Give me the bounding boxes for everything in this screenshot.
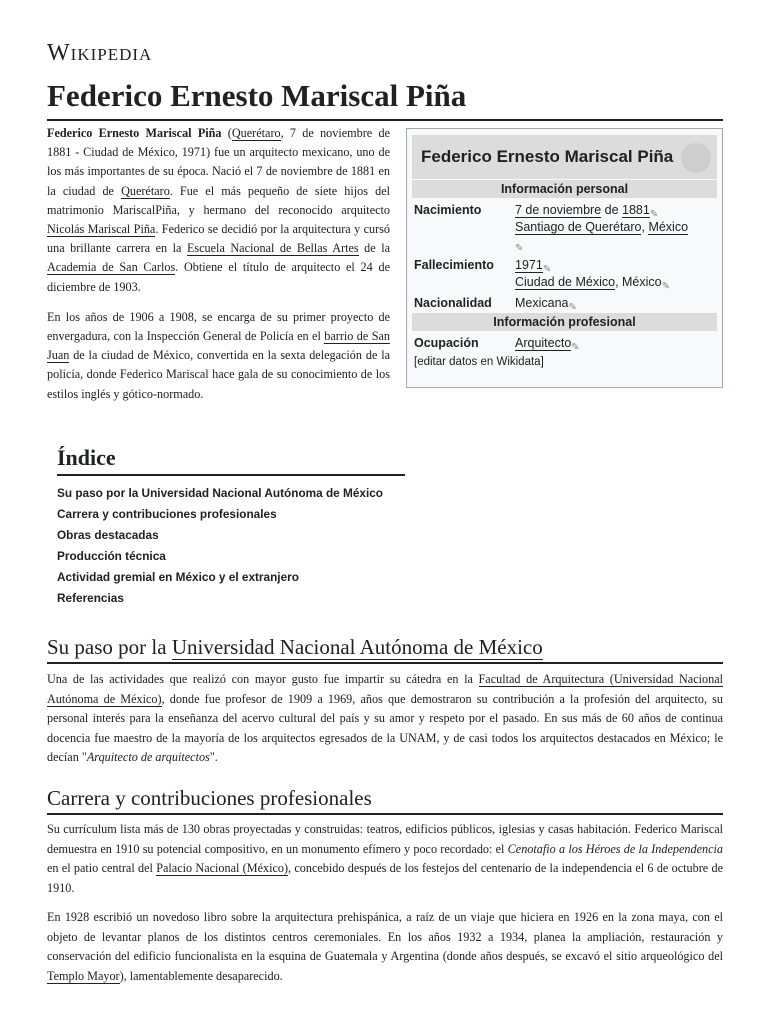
toc-item[interactable]: Obras destacadas (57, 528, 159, 542)
toc-item[interactable]: Carrera y contribuciones profesionales (57, 507, 277, 521)
value-nacionalidad (515, 295, 717, 312)
label-ocupacion: Ocupación (414, 336, 479, 350)
link-palacio-nacional[interactable]: Palacio Nacional (México) (156, 861, 289, 875)
label-nacionalidad: Nacionalidad (414, 296, 492, 310)
link-barrio-san-juan[interactable]: barrio de San Juan (47, 329, 390, 363)
pencil-icon[interactable]: ✎ (661, 280, 670, 292)
intro-paragraph-1 (47, 124, 390, 297)
nationality-text: Mexicana (515, 296, 569, 310)
paragraph (47, 670, 723, 768)
link-nicolas-mariscal[interactable]: Nicolás Mariscal Piña (47, 222, 156, 237)
toc-title: Índice (57, 444, 405, 476)
text: , 7 de noviembre de 1881 - Ciudad de México, 1971) fue un arquitecto mexicano, uno de los más importantes de su época. Nació el 7 de noviembre de 1881 en la ciudad de (47, 126, 390, 198)
infobox-row-nacionalidad (414, 295, 717, 312)
link-queretaro-2[interactable]: Querétaro (121, 183, 170, 198)
link-queretaro[interactable]: Querétaro (231, 126, 281, 140)
text: ". (209, 750, 218, 764)
infobox-section-profesional: Información profesional (412, 313, 717, 331)
text: , (641, 220, 649, 234)
pencil-icon[interactable]: ✎ (515, 242, 524, 254)
link-arquitecto[interactable]: Arquitecto (515, 336, 572, 350)
quote: Arquitecto de arquitectos (86, 750, 210, 764)
toc-list (57, 483, 405, 609)
text: ( (221, 126, 232, 140)
text: . Fue el más pequeño de siete hijos del matrimonio MariscalPiña, y hermano del reconocido arquitecto (47, 183, 390, 217)
toc-item[interactable]: Producción técnica (57, 549, 166, 563)
label-nacimiento: Nacimiento (414, 203, 482, 217)
infobox-row-ocupacion (414, 335, 717, 352)
section-heading-unam (47, 634, 723, 664)
link-birth-year[interactable]: 1881 (622, 203, 650, 217)
text: Su currículum lista más de 130 obras proyectadas y construidas: teatros, edificios públicos, iglesias y casas habitación. Federico Mariscal demuestra en 1910 su potencial compositivo, en un monumento efímero y poco recordado: el (47, 822, 723, 856)
infobox-row-nacimiento (414, 202, 717, 253)
link-birth-country[interactable]: México (648, 220, 689, 234)
text: En 1928 escribió un novedoso libro sobre la arquitectura prehispánica, a raíz de un viaje que hiciera en 1926 en la zona maya, con el objeto de levantar planos de los distintos centros ceremoniales. En los años 1932 a 1934, planea la ampliación, restauración y conservación del edificio funcionalista en la esquina de Guatemala y Argentina (donde años después, se excavó el sitio arqueológico del (47, 910, 723, 963)
text: de (601, 203, 623, 217)
paragraph (47, 820, 723, 898)
text: Su paso por la (47, 635, 172, 659)
text: , donde fue profesor de 1909 a 1969, años que demostraron su contribución a la profesión del arquitecto, su personal interés para la enseñanza del acervo cultural del país y su amor y respeto por el pasado. En sus más de 60 años de continua docencia fue maestro de la mayoría de los arquitectos egresados de la UNAM, y de casi todos los arquitectos destacados en México; le decían " (47, 691, 723, 764)
pencil-icon[interactable]: ✎ (542, 263, 552, 275)
text: de la (358, 241, 390, 256)
pencil-icon[interactable]: ✎ (571, 341, 580, 353)
intro-text (47, 124, 390, 415)
text: . Federico se decidió por la arquitectura y cursó una brillante carrera en la (47, 222, 390, 256)
link-birth-place[interactable]: Santiago de Querétaro (515, 220, 642, 234)
link-escuela-bellas-artes[interactable]: Escuela Nacional de Bellas Artes (186, 241, 359, 256)
emphasis: Cenotafio a los Héroes de la Independencia (507, 841, 723, 856)
text: de la ciudad de México, convertida en la sexta delegación de la policía, donde Federico Mariscal hace gala de su conocimiento de los estilos inglés y gótico-normado. (47, 348, 390, 401)
link-death-year[interactable]: 1971 (515, 258, 543, 272)
link-templo-mayor[interactable]: Templo Mayor (47, 968, 120, 983)
text: , México (615, 275, 662, 289)
infobox-row-fallecimiento (414, 257, 717, 291)
infobox-title (412, 135, 717, 179)
link-academia-san-carlos[interactable]: Academia de San Carlos (47, 260, 176, 275)
link-facultad-arquitectura[interactable]: Facultad de Arquitectura (Universidad Nacional Autónoma de México) (47, 672, 723, 706)
wikipedia-logo[interactable]: Wikipedia (47, 40, 153, 66)
toc-item[interactable]: Su paso por la Universidad Nacional Autónoma de México (57, 486, 384, 500)
section-heading-carrera: Carrera y contribuciones profesionales (47, 785, 723, 815)
toc-item[interactable]: Actividad gremial en México y el extranjero (57, 570, 299, 584)
infobox (406, 128, 723, 388)
link-death-place[interactable]: Ciudad de México (515, 275, 616, 289)
text: en el patio central del (47, 861, 157, 875)
link-birth-date[interactable]: 7 de noviembre (515, 203, 602, 217)
text: Una de las actividades que realizó con mayor gusto fue impartir su cátedra en la (47, 672, 479, 686)
value-fallecimiento (515, 257, 717, 291)
pencil-icon[interactable]: ✎ (649, 208, 659, 220)
text: ), lamentablemente desaparecido. (119, 968, 283, 983)
table-of-contents (57, 444, 405, 609)
text: , concebido después de los festejos del centenario de la independencia el 6 de octubre de 1910. (47, 861, 723, 895)
text: . Obtiene el título de arquitecto el 24 de diciembre de 1903. (47, 260, 390, 294)
link-unam[interactable]: Universidad Nacional Autónoma de México (171, 635, 543, 659)
value-ocupacion (515, 335, 717, 352)
pencil-icon[interactable]: ✎ (568, 301, 577, 313)
infobox-title-text: Federico Ernesto Mariscal Piña (421, 147, 674, 166)
intro-paragraph-2 (47, 308, 390, 404)
page-title: Federico Ernesto Mariscal Piña (47, 78, 723, 121)
subject-name: Federico Ernesto Mariscal Piña (47, 126, 222, 140)
portrait-placeholder-icon (681, 143, 711, 173)
toc-item[interactable]: Referencias (57, 591, 124, 605)
label-fallecimiento: Fallecimiento (414, 258, 494, 272)
edit-wikidata-link[interactable]: [editar datos en Wikidata] (414, 356, 544, 368)
section-carrera-body (47, 820, 723, 996)
value-nacimiento (515, 202, 717, 253)
text: En los años de 1906 a 1908, se encarga de su primer proyecto de envergadura, con la Inspección General de Policía en el (47, 309, 390, 344)
infobox-section-personal: Información personal (412, 180, 717, 198)
section-unam-body (47, 670, 723, 778)
paragraph (47, 908, 723, 986)
